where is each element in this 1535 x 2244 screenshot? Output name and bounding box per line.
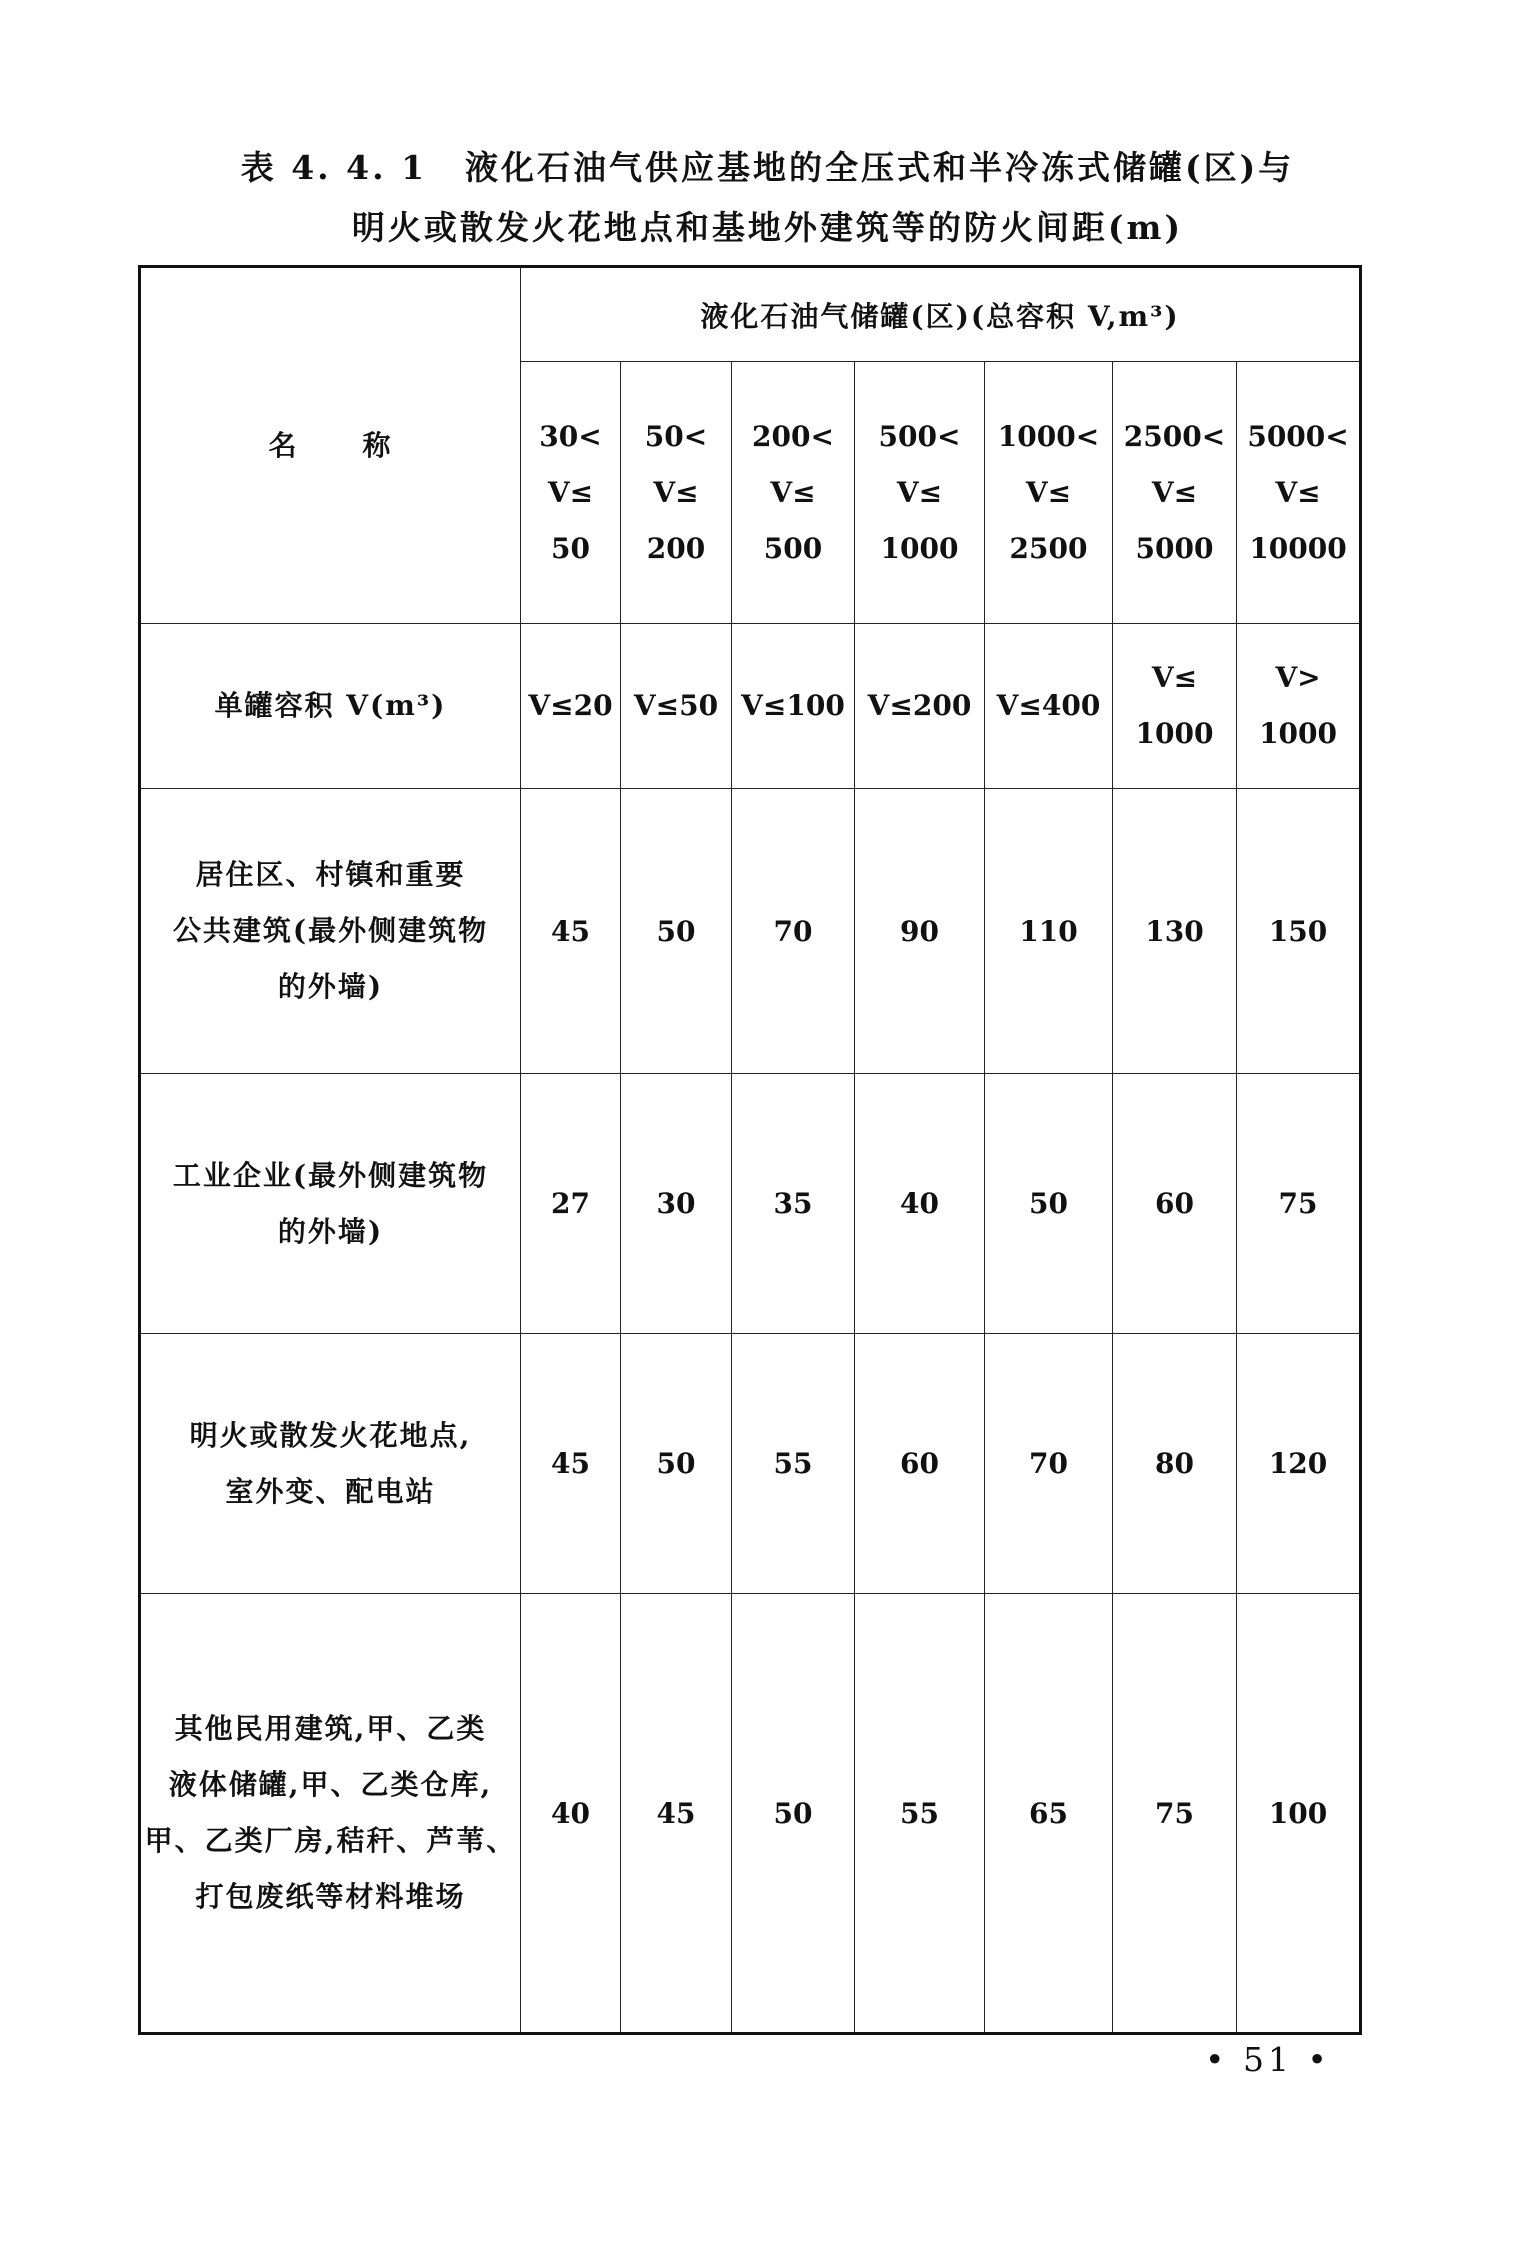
- distance-cell: 50: [621, 1334, 732, 1594]
- distance-cell: 65: [985, 1594, 1113, 2034]
- distance-cell: 100: [1237, 1594, 1361, 2034]
- single-tank-cell: V≤400: [985, 624, 1113, 789]
- distance-cell: 75: [1237, 1074, 1361, 1334]
- distance-cell: 110: [985, 789, 1113, 1074]
- distance-cell: 30: [621, 1074, 732, 1334]
- range-header-cell: 200< V≤ 500: [732, 362, 855, 624]
- range-header-cell: 1000< V≤ 2500: [985, 362, 1113, 624]
- distance-cell: 45: [521, 1334, 621, 1594]
- row-label: 工业企业(最外侧建筑物 的外墙): [140, 1074, 521, 1334]
- fire-distance-table: [138, 265, 1362, 2035]
- row-label: 居住区、村镇和重要 公共建筑(最外侧建筑物 的外墙): [140, 789, 521, 1074]
- table-number: 表 4. 4. 1: [240, 148, 428, 187]
- distance-cell: 80: [1113, 1334, 1237, 1594]
- single-tank-cell: V≤100: [732, 624, 855, 789]
- single-tank-label: 单罐容积 V(m³): [140, 624, 521, 789]
- single-tank-row: [140, 624, 1361, 789]
- name-header-cell: [140, 267, 521, 624]
- page-number: • 51 •: [1205, 2040, 1331, 2079]
- table-caption-line2: [0, 202, 1535, 249]
- distance-cell: 70: [732, 789, 855, 1074]
- distance-cell: 40: [855, 1074, 985, 1334]
- range-header-cell: 5000< V≤ 10000: [1237, 362, 1361, 624]
- range-header-cell: 2500< V≤ 5000: [1113, 362, 1237, 624]
- single-tank-cell: V> 1000: [1237, 624, 1361, 789]
- table-caption-line1: [0, 142, 1535, 189]
- distance-cell: 90: [855, 789, 985, 1074]
- distance-cell: 50: [621, 789, 732, 1074]
- single-tank-cell: V≤50: [621, 624, 732, 789]
- distance-cell: 55: [732, 1334, 855, 1594]
- distance-cell: 55: [855, 1594, 985, 2034]
- distance-cell: 45: [521, 789, 621, 1074]
- distance-cell: 50: [732, 1594, 855, 2034]
- distance-cell: 35: [732, 1074, 855, 1334]
- single-tank-cell: V≤20: [521, 624, 621, 789]
- row-label: 明火或散发火花地点, 室外变、配电站: [140, 1334, 521, 1594]
- table-row: [140, 1074, 1361, 1334]
- group-header-row: [140, 267, 1361, 362]
- distance-cell: 60: [855, 1334, 985, 1594]
- range-header-cell: 500< V≤ 1000: [855, 362, 985, 624]
- table-title-part1: 液化石油气供应基地的全压式和半冷冻式储罐(区)与: [465, 148, 1295, 187]
- range-header-cell: 30< V≤ 50: [521, 362, 621, 624]
- distance-cell: 45: [621, 1594, 732, 2034]
- distance-cell: 120: [1237, 1334, 1361, 1594]
- distance-cell: 50: [985, 1074, 1113, 1334]
- distance-cell: 130: [1113, 789, 1237, 1074]
- table-row: [140, 1334, 1361, 1594]
- table-row: [140, 1594, 1361, 2034]
- capacity-group-header: 液化石油气储罐(区)(总容积 V,m³): [521, 267, 1361, 362]
- distance-cell: 40: [521, 1594, 621, 2034]
- row-label: 其他民用建筑,甲、乙类 液体储罐,甲、乙类仓库, 甲、乙类厂房,秸秆、芦苇、 打包废纸等材料堆场: [140, 1594, 521, 2034]
- distance-cell: 60: [1113, 1074, 1237, 1334]
- single-tank-cell: V≤ 1000: [1113, 624, 1237, 789]
- single-tank-cell: V≤200: [855, 624, 985, 789]
- distance-cell: 150: [1237, 789, 1361, 1074]
- distance-cell: 70: [985, 1334, 1113, 1594]
- table-row: [140, 789, 1361, 1074]
- name-header-char1: 名: [268, 428, 299, 462]
- distance-cell: 75: [1113, 1594, 1237, 2034]
- name-header-char2: 称: [362, 428, 393, 462]
- range-header-cell: 50< V≤ 200: [621, 362, 732, 624]
- distance-cell: 27: [521, 1074, 621, 1334]
- table-title-part2: 明火或散发火花地点和基地外建筑等的防火间距(m): [351, 208, 1184, 247]
